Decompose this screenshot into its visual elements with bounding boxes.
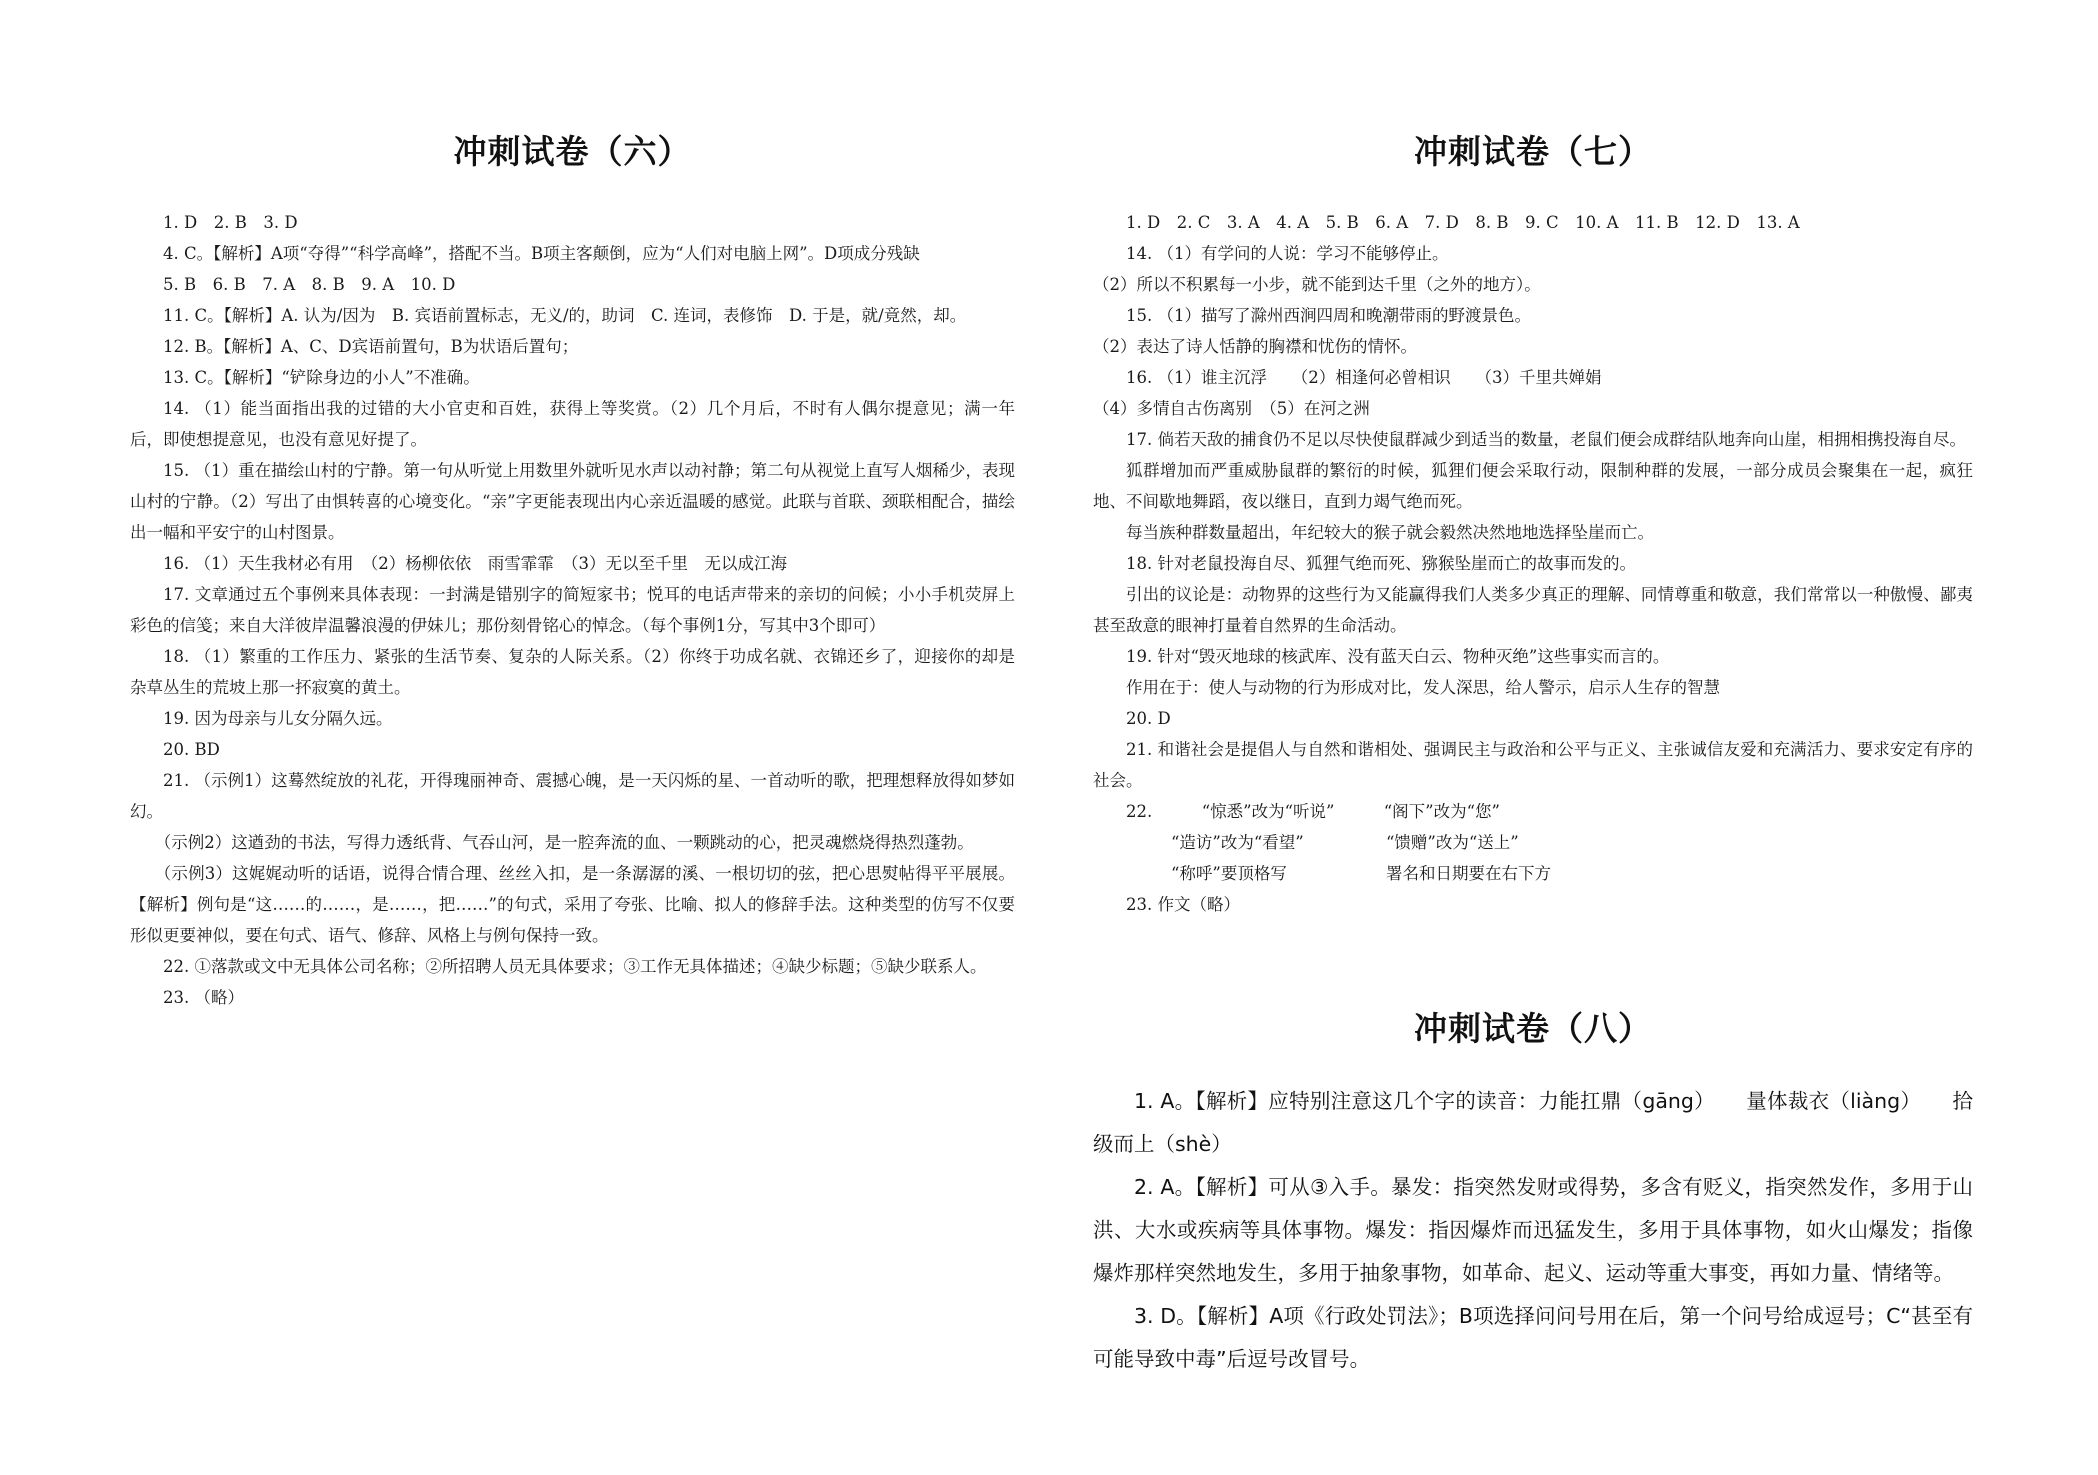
answer-line: （2）所以不积累每一小步，就不能到达千里（之外的地方）。 [1093,275,1541,294]
answer-line: 21. 和谐社会是提倡人与自然和谐相处、强调民主与政治和公平与正义、主张诚信友爱和充满活力、要求安定有序的社会。 [1093,740,1973,790]
answer-list [1093,1080,1973,1381]
answer-line: （示例3）这娓娓动听的话语，说得合情合理、丝丝入扣，是一条潺潺的溪、一根切切的弦，把心思熨帖得平平展展。【解析】例句是“这……的……，是……，把……”的句式，采用了夸张、比喻、拟人的修辞手法。这种类型的仿写不仅要形似更要神似，要在句式、语气、修辞、风格上与例句保持一致。 [130,864,1015,945]
answer-line: 17. 倘若天敌的捕食仍不足以尽快使鼠群减少到适当的数量，老鼠们便会成群结队地奔向山崖，相拥相携投海自尽。 [1126,430,1966,449]
answer-line: 16. （1）谁主沉浮 （2）相逢何必曾相识 （3）千里共婵娟 [1126,368,1602,387]
answer-line: 2. A。【解析】可从③入手。暴发：指突然发财或得势，多含有贬义，指突然发作，多用于山洪、大水或疾病等具体事物。爆发：指因爆炸而迅猛发生，多用于具体事物，如火山爆发；指像爆炸那样突然地发生，多用于抽象事物，如革命、起义、运动等重大事变，再如力量、情绪等。 [1093,1175,1973,1285]
answer-line: 17. 文章通过五个事例来具体表现：一封满是错别字的简短家书；悦耳的电话声带来的亲切的问候；小小手机荧屏上彩色的信笺；来自大洋彼岸温馨浪漫的伊妹儿；那份刻骨铭心的悼念。（每个事例1分，写其中3个即可） [130,585,1015,635]
page-title: 冲刺试卷（六） [453,132,692,171]
answer-line [1093,827,1973,858]
answer-line: 18. 针对老鼠投海自尽、狐狸气绝而死、猕猴坠崖而亡的故事而发的。 [1126,554,1636,573]
answer-line: 狐群增加而严重威胁鼠群的繁衍的时候，狐狸们便会采取行动，限制种群的发展，一部分成员会聚集在一起，疯狂地、不间歇地舞蹈，夜以继日，直到力竭气绝而死。 [1093,461,1973,511]
q22-label: 22. [1126,802,1153,821]
answer-line [1093,858,1973,889]
answer-line: 12. B。【解析】A、C、D宾语前置句，B为状语后置句； [163,337,579,356]
answer-line: 13. C。【解析】“铲除身边的小人”不准确。 [163,368,480,387]
answer-line: 23. 作文（略） [1126,895,1240,914]
q22-item: “惊悉”改为“听说” [1201,802,1335,821]
answer-line: 11. C。【解析】A. 认为/因为 B. 宾语前置标志，无义/的，助词 C. 连词，表修饰 D. 于是，就/竟然，却。 [163,306,967,325]
answer-line: 18. （1）繁重的工作压力、紧张的生活节奏、复杂的人际关系。（2）你终于功成名就、衣锦还乡了，迎接你的却是杂草丛生的荒坡上那一抔寂寞的黄土。 [130,647,1015,697]
answer-line: 5. B 6. B 7. A 8. B 9. A 10. D [163,275,456,294]
q22-item: “造访”改为“看望” [1171,833,1304,852]
answer-line: 19. 因为母亲与儿女分隔久远。 [163,709,393,728]
answer-line: 21. （示例1）这蓦然绽放的礼花，开得瑰丽神奇、震撼心魄，是一天闪烁的星、一首动听的歌，把理想释放得如梦如幻。 [130,771,1015,821]
answer-line: （示例2）这遒劲的书法，写得力透纸背、气吞山河，是一腔奔流的血、一颗跳动的心，把灵魂燃烧得热烈蓬勃。 [154,833,974,852]
answer-line: （2）表达了诗人恬静的胸襟和忧伤的情怀。 [1093,337,1417,356]
q22-block [1093,796,1973,889]
answer-line: 引出的议论是：动物界的这些行为又能赢得我们人类多少真正的理解、同情尊重和敬意，我们常常以一种傲慢、鄙夷甚至敌意的眼神打量着自然界的生命活动。 [1093,585,1973,635]
answer-line [1093,796,1973,827]
answer-line: 1. D 2. C 3. A 4. A 5. B 6. A 7. D 8. B 9. C 10. A 11. B 12. D 13. A [1126,213,1800,232]
q22-item: 署名和日期要在右下方 [1386,864,1551,883]
q22-item: “阁下”改为“您” [1383,802,1500,821]
answer-line: （4）多情自古伤离别 （5）在河之洲 [1093,399,1370,418]
answer-line: 3. D。【解析】A项《行政处罚法》；B项选择问问号用在后，第一个问号给成逗号；C“甚至有可能导致中毒”后逗号改冒号。 [1093,1304,1973,1371]
answer-line: 20. BD [163,740,220,759]
answer-line: 4. C。【解析】A项“夺得”“科学高峰”，搭配不当。B项主客颠倒，应为“人们对电脑上网”。D项成分残缺 [163,244,920,263]
q22-item: “称呼”要顶格写 [1171,864,1287,883]
answer-line: 22. ①落款或文中无具体公司名称；②所招聘人员无具体要求；③工作无具体描述；④缺少标题；⑤缺少联系人。 [163,957,987,976]
answer-line: 15. （1）描写了滁州西涧四周和晚潮带雨的野渡景色。 [1126,306,1531,325]
answer-line: 每当族种群数量超出，年纪较大的猴子就会毅然决然地地选择坠崖而亡。 [1126,523,1654,542]
answer-line: 16. （1）天生我材必有用 （2）杨柳依依 雨雪霏霏 （3）无以至千里 无以成江海 [163,554,787,573]
answer-list [1093,207,1973,920]
answer-line: 14. （1）能当面指出我的过错的大小官吏和百姓，获得上等奖赏。（2）几个月后，不时有人偶尔提意见；满一年后，即使想提意见，也没有意见好提了。 [130,399,1015,449]
answer-line: 作用在于：使人与动物的行为形成对比，发人深思，给人警示，启示人生存的智慧 [1126,678,1720,697]
page-title: 冲刺试卷（七） [1414,132,1652,171]
answer-line: 15. （1）重在描绘山村的宁静。第一句从听觉上用数里外就听见水声以动衬静；第二句从视觉上直写人烟稀少，表现山村的宁静。（2）写出了由惧转喜的心境变化。“亲”字更能表现出内心亲近温暖的感觉。此联与首联、颈联相配合，描绘出一幅和平安宁的山村图景。 [130,461,1015,542]
q22-item: “馈赠”改为“送上” [1386,833,1519,852]
answer-line: 1. A。【解析】应特别注意这几个字的读音：力能扛鼎（gāng） 量体裁衣（liàng） 拾级而上（shè） [1093,1089,1973,1156]
answer-list [130,207,1015,1013]
answer-line: 14. （1）有学问的人说：学习不能够停止。 [1126,244,1449,263]
answer-line: 19. 针对“毁灭地球的核武库、没有蓝天白云、物种灭绝”这些事实而言的。 [1126,647,1670,666]
answer-line: 20. D [1126,709,1171,728]
answer-line: 1. D 2. B 3. D [163,213,298,232]
answer-line: 23. （略） [163,988,244,1007]
page-title: 冲刺试卷（八） [1414,1009,1652,1048]
